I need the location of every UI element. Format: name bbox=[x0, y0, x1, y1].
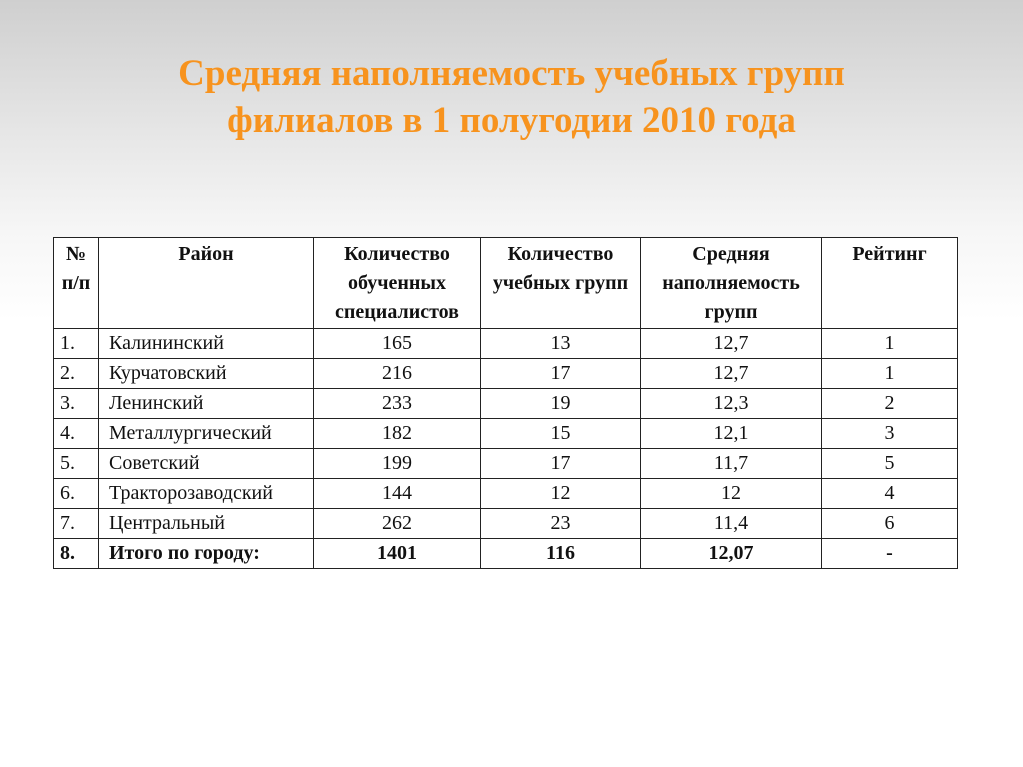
cell-avg: 11,7 bbox=[641, 449, 822, 479]
total-rating: - bbox=[822, 539, 958, 569]
cell-avg: 12 bbox=[641, 479, 822, 509]
header-avg: Средняя наполняемость групп bbox=[641, 238, 822, 329]
total-avg: 12,07 bbox=[641, 539, 822, 569]
cell-trained: 165 bbox=[314, 329, 481, 359]
cell-num: 4. bbox=[54, 419, 99, 449]
cell-avg: 12,1 bbox=[641, 419, 822, 449]
table-total-row bbox=[54, 539, 958, 569]
cell-num: 3. bbox=[54, 389, 99, 419]
cell-district: Металлургический bbox=[99, 419, 314, 449]
total-num: 8. bbox=[54, 539, 99, 569]
cell-groups: 17 bbox=[481, 449, 641, 479]
cell-district: Ленинский bbox=[99, 389, 314, 419]
table-row bbox=[54, 359, 958, 389]
cell-district: Советский bbox=[99, 449, 314, 479]
header-trained: Количество обученных специалистов bbox=[314, 238, 481, 329]
table-row bbox=[54, 479, 958, 509]
table-row bbox=[54, 419, 958, 449]
slide-title-line-2: филиалов в 1 полугодии 2010 года bbox=[227, 100, 796, 141]
table-row bbox=[54, 329, 958, 359]
cell-num: 1. bbox=[54, 329, 99, 359]
slide-title-line-1: Средняя наполняемость учебных групп bbox=[178, 53, 845, 94]
cell-rating: 2 bbox=[822, 389, 958, 419]
cell-num: 2. bbox=[54, 359, 99, 389]
total-groups: 116 bbox=[481, 539, 641, 569]
header-groups: Количество учебных групп bbox=[481, 238, 641, 329]
cell-groups: 23 bbox=[481, 509, 641, 539]
cell-groups: 15 bbox=[481, 419, 641, 449]
group-fill-table bbox=[53, 237, 958, 569]
header-rating: Рейтинг bbox=[822, 238, 958, 329]
total-trained: 1401 bbox=[314, 539, 481, 569]
cell-rating: 5 bbox=[822, 449, 958, 479]
header-num: № п/п bbox=[54, 238, 99, 329]
cell-district: Калининский bbox=[99, 329, 314, 359]
cell-avg: 12,7 bbox=[641, 329, 822, 359]
cell-district: Центральный bbox=[99, 509, 314, 539]
cell-trained: 216 bbox=[314, 359, 481, 389]
cell-rating: 1 bbox=[822, 329, 958, 359]
cell-rating: 1 bbox=[822, 359, 958, 389]
cell-groups: 13 bbox=[481, 329, 641, 359]
cell-rating: 4 bbox=[822, 479, 958, 509]
cell-trained: 262 bbox=[314, 509, 481, 539]
cell-num: 7. bbox=[54, 509, 99, 539]
cell-rating: 6 bbox=[822, 509, 958, 539]
slide-title bbox=[60, 50, 963, 144]
cell-trained: 144 bbox=[314, 479, 481, 509]
cell-groups: 12 bbox=[481, 479, 641, 509]
header-district: Район bbox=[99, 238, 314, 329]
cell-num: 5. bbox=[54, 449, 99, 479]
cell-trained: 233 bbox=[314, 389, 481, 419]
cell-rating: 3 bbox=[822, 419, 958, 449]
cell-trained: 199 bbox=[314, 449, 481, 479]
cell-groups: 17 bbox=[481, 359, 641, 389]
cell-groups: 19 bbox=[481, 389, 641, 419]
table-header-row bbox=[54, 238, 958, 329]
cell-trained: 182 bbox=[314, 419, 481, 449]
cell-avg: 12,3 bbox=[641, 389, 822, 419]
total-label: Итого по городу: bbox=[99, 539, 314, 569]
table-row bbox=[54, 449, 958, 479]
cell-district: Тракторозаводский bbox=[99, 479, 314, 509]
cell-district: Курчатовский bbox=[99, 359, 314, 389]
table-row bbox=[54, 509, 958, 539]
cell-avg: 11,4 bbox=[641, 509, 822, 539]
cell-num: 6. bbox=[54, 479, 99, 509]
cell-avg: 12,7 bbox=[641, 359, 822, 389]
table-row bbox=[54, 389, 958, 419]
